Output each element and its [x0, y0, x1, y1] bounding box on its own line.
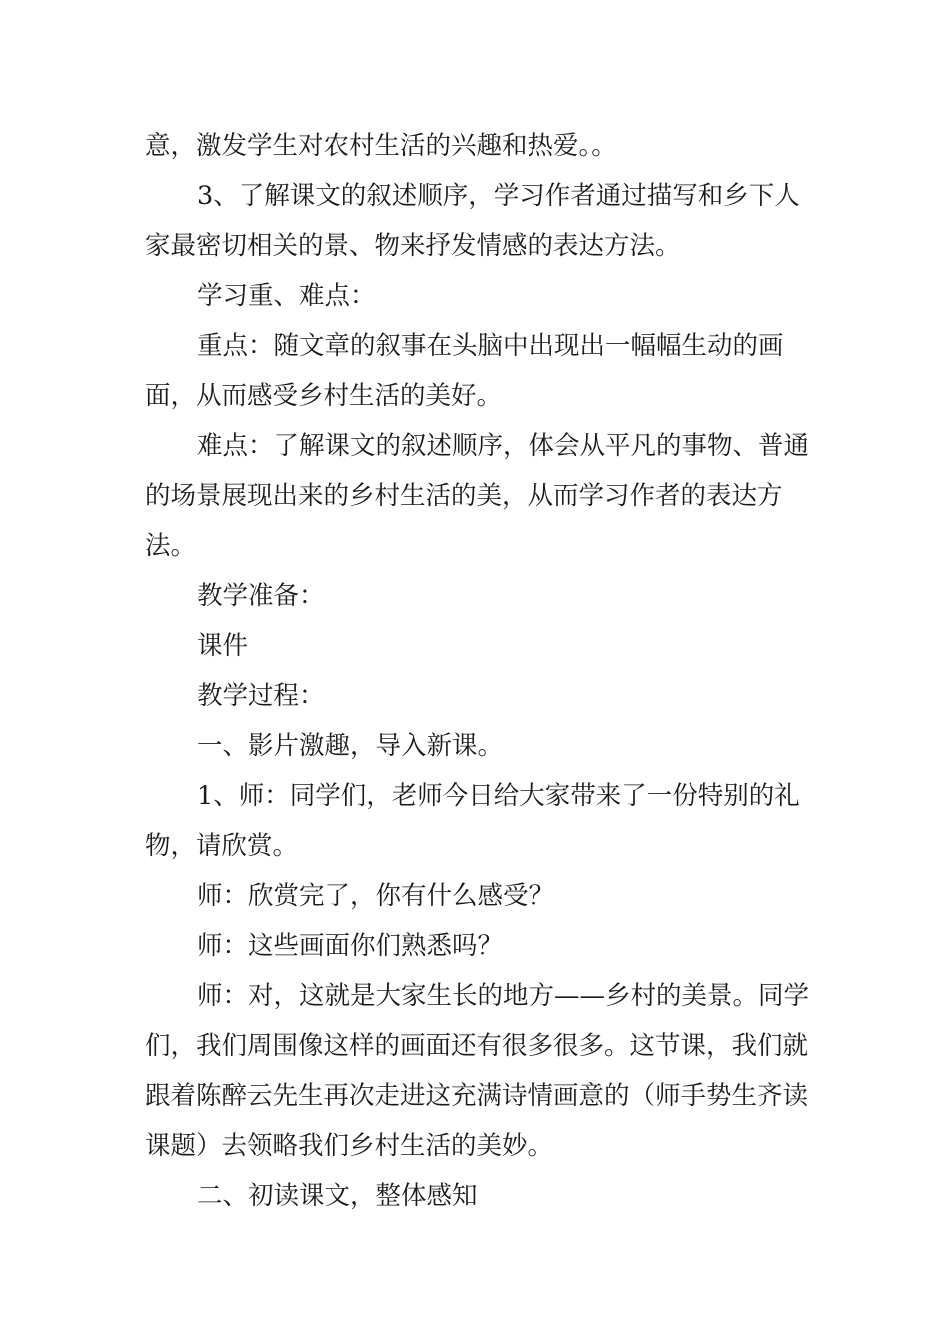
heading-preparation: 教学准备： [197, 581, 325, 611]
heading-key-points: 学习重、难点： [197, 281, 376, 311]
document-body [145, 121, 811, 1221]
paragraph-teacher-question-1: 师：欣赏完了，你有什么感受？ [197, 881, 555, 911]
paragraph-courseware: 课件 [197, 631, 249, 661]
paragraph-step-1: 1、师：同学们，老师今日给大家带来了一份特别的礼物，请欣赏。 [145, 781, 800, 861]
paragraph-difficult-point: 难点：了解课文的叙述顺序，体会从平凡的事物、普通的场景展现出来的乡村生活的美，从而学习作者的表达方法。 [145, 431, 810, 561]
section-heading-2: 二、初读课文，整体感知 [197, 1181, 478, 1211]
paragraph-teacher-intro: 师：对，这就是大家生长的地方——乡村的美景。同学们，我们周围像这样的画面还有很多很多。这节课，我们就跟着陈醉云先生再次走进这充满诗情画意的（师手势生齐读课题）去领略我们乡村生活的美妙。 [145, 981, 810, 1161]
paragraph-teacher-question-2: 师：这些画面你们熟悉吗？ [197, 931, 504, 961]
heading-process: 教学过程： [197, 681, 325, 711]
section-heading-1: 一、影片激趣，导入新课。 [197, 731, 504, 761]
paragraph-continuation: 意，激发学生对农村生活的兴趣和热爱。。 [145, 131, 617, 161]
paragraph-objective-3: 3、了解课文的叙述顺序，学习作者通过描写和乡下人家最密切相关的景、物来抒发情感的表达方法。 [145, 181, 800, 261]
paragraph-key-point: 重点：随文章的叙事在头脑中出现出一幅幅生动的画面，从而感受乡村生活的美好。 [145, 331, 784, 411]
